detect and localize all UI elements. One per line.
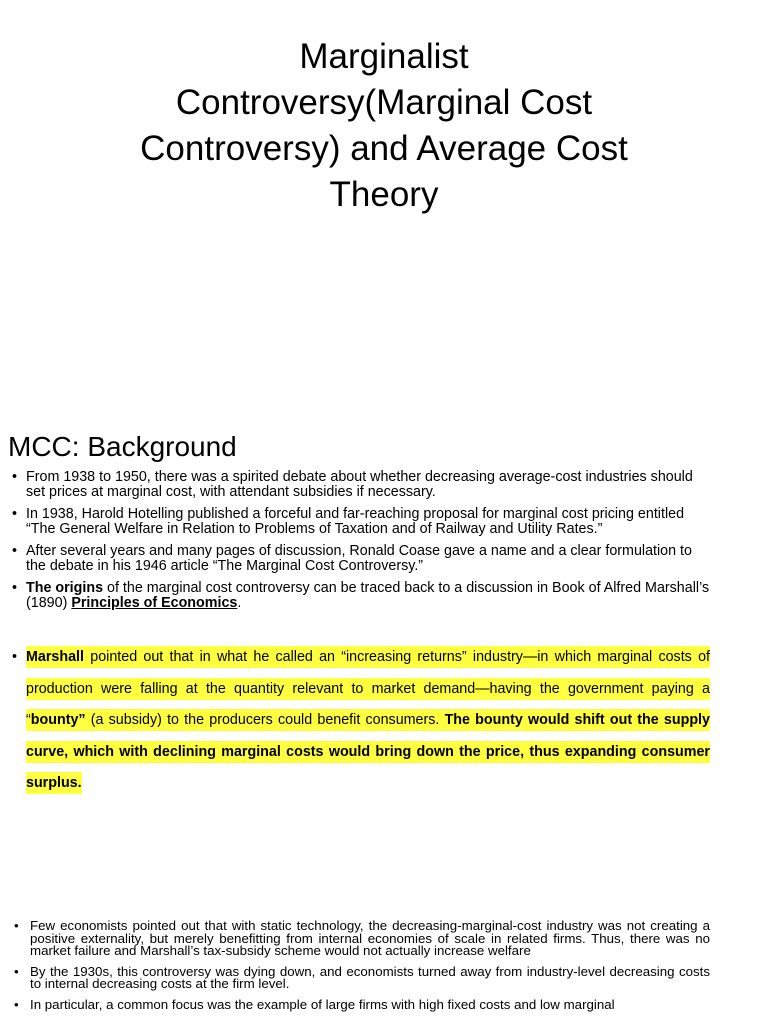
bullet-list xyxy=(14,920,710,1019)
origins-bold: The origins xyxy=(26,580,104,596)
bullet-text: In particular, a common focus was the example of large firms with high fixed costs and low marginal xyxy=(30,996,615,1012)
bullet-icon: • xyxy=(12,543,18,559)
list-item xyxy=(10,470,710,499)
highlight-text: pointed out that in what he called an “increasing returns” industry—in which marginal costs of production were falling at the quantity relevant to market demand—having the government paying a “ xyxy=(26,646,710,731)
bullet-text: By the 1930s, this controversy was dying down, and economists turned away from industry-level decreasing costs to internal decreasing costs at the firm level. xyxy=(30,963,710,991)
title-line: Controversy) and Average Cost xyxy=(140,129,628,168)
list-item xyxy=(14,963,710,991)
list-item xyxy=(10,581,710,610)
bullet-icon: • xyxy=(12,649,18,665)
title-slide xyxy=(0,0,768,384)
highlight-bold-tail: The bounty would shift out the supply curve, which with declining marginal costs would bring down the price, thus expanding consumer surplus. xyxy=(26,709,710,794)
bullet-text: From 1938 to 1950, there was a spirited debate about whether decreasing average-cost industries should set prices at marginal cost, with attendant subsidies if necessary. xyxy=(26,469,693,500)
bullet-icon: • xyxy=(12,580,18,596)
slide-title xyxy=(60,34,708,218)
list-item xyxy=(10,544,710,573)
book-title: Principles of Economics xyxy=(71,594,238,611)
background-slide xyxy=(0,384,768,816)
slide-heading: MCC: Background xyxy=(8,431,237,462)
bounty-bold: bounty” xyxy=(31,709,86,731)
highlight-text: (a subsidy) to the producers could benefit consumers. xyxy=(86,709,445,731)
bullet-icon: • xyxy=(14,963,19,979)
title-line: Marginalist xyxy=(299,37,469,76)
list-item xyxy=(14,996,710,1012)
bullet-text: After several years and many pages of discussion, Ronald Coase gave a name and a clear formulation to the debate in his 1946 article “The Marginal Cost Controversy.” xyxy=(26,543,692,574)
highlighted-bullet xyxy=(10,642,710,800)
bullet-icon: • xyxy=(14,918,19,933)
title-line: Theory xyxy=(329,175,439,214)
marshall-bold: Marshall xyxy=(26,646,84,668)
list-item xyxy=(14,920,710,958)
list-item xyxy=(10,507,710,536)
bullet-list xyxy=(10,470,710,618)
bullet-text: In 1938, Harold Hotelling published a forceful and far-reaching proposal for marginal cost pricing entitled “The General Welfare in Relation to Problems of Taxation and of Railway and Utility Rates.” xyxy=(26,506,685,537)
bullet-icon: • xyxy=(12,469,18,485)
title-line: Controversy(Marginal Cost xyxy=(175,83,593,122)
origins-text: of the marginal cost controversy can be traced back to a discussion in Book of Alfred Marshall’s (1890) xyxy=(26,580,710,611)
list-item xyxy=(10,642,710,800)
continuation-slide xyxy=(0,900,768,1024)
bullet-icon: • xyxy=(14,996,19,1012)
bullet-icon: • xyxy=(12,506,18,522)
origins-end: . xyxy=(237,594,242,611)
bullet-text: Few economists pointed out that with static technology, the decreasing-marginal-cost industry was not creating a positive externality, but merely benefitting from internal economies of scale in related firms. Thus, there was no market failure and Marshall’s tax-subsidy scheme would not actually increase welfare xyxy=(30,918,710,958)
